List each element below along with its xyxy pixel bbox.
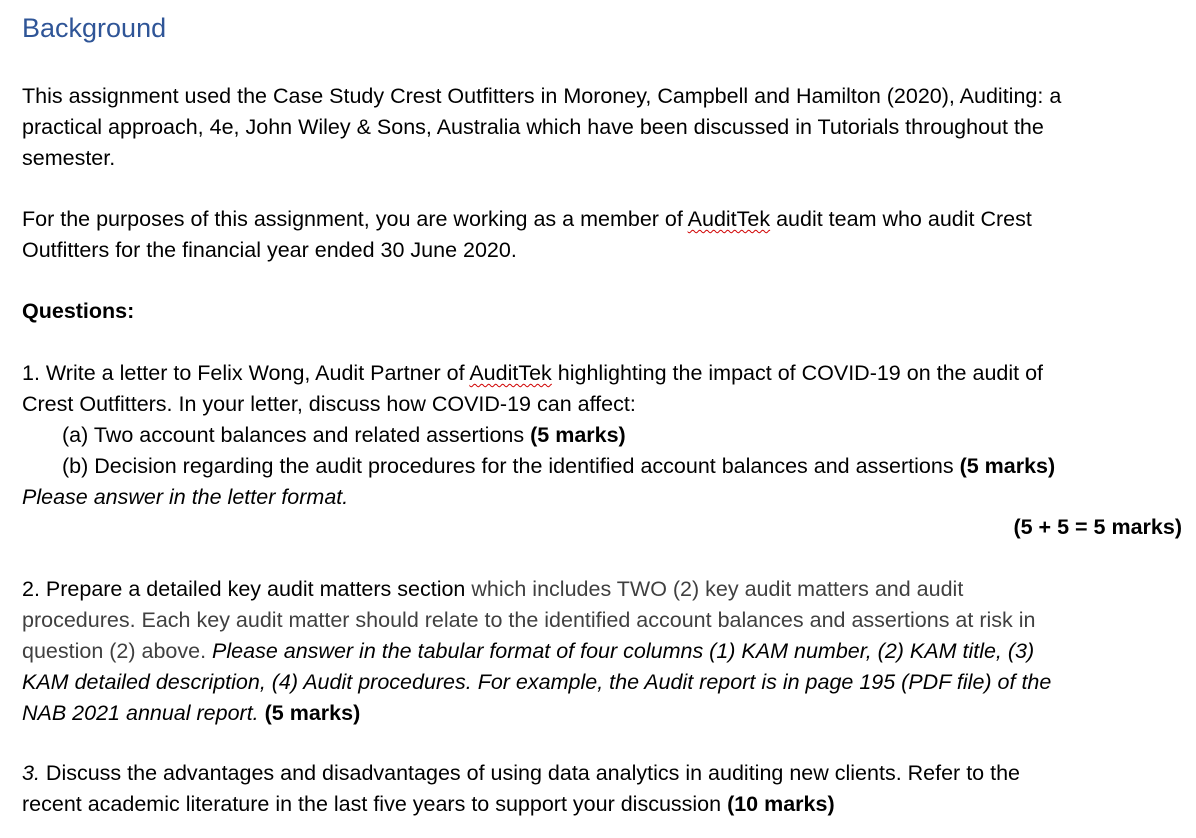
q3-text: Discuss the advantages and disadvantages of using data analytics in auditing new clients. Refer to the [39,761,1020,785]
purpose-paragraph [22,204,1032,266]
q2-text-grey: which includes TWO (2) key audit matters and audit [465,577,964,601]
q2-line-1 [22,574,1051,605]
q2-line-5 [22,698,1051,729]
background-line-2: practical approach, 4e, John Wiley & Sons, Australia which have been discussed in Tutorials throughout the [22,115,1044,139]
questions-label: Questions: [22,299,135,323]
question-2 [22,574,1051,729]
question-1 [22,358,1055,513]
firm-name-spellcheck[interactable]: AuditTek [469,361,552,385]
q2-line-5-italic: NAB 2021 annual report. [22,701,265,725]
q1-item-a-marks: (5 marks) [530,423,626,447]
q1-text-start: 1. Write a letter to Felix Wong, Audit Partner of [22,361,470,385]
background-line-1: This assignment used the Case Study Crest Outfitters in Moroney, Campbell and Hamilton (2020), Auditing: a [22,84,1062,108]
q1-item-a [22,420,1055,451]
question-3 [22,758,1020,820]
q1-text-end: highlighting the impact of COVID-19 on the audit of [551,361,1044,385]
q3-line-1 [22,758,1020,789]
q1-line-1 [22,358,1055,389]
q2-line-3-italic: Please answer in the tabular format of four columns (1) KAM number, (2) KAM title, (3) [212,639,1035,663]
q2-marks: (5 marks) [264,701,361,725]
purpose-text-start: For the purposes of this assignment, you are working as a member of [22,207,688,231]
q1-total-marks: (5 + 5 = 5 marks) [1013,515,1182,539]
q1-item-b [22,451,1055,482]
section-heading: Background [22,13,167,43]
q2-line-3 [22,636,1051,667]
q2-line-2: procedures. Each key audit matter should relate to the identified account balances and assertions at risk in [22,608,1036,632]
q1-item-a-text: (a) Two account balances and related assertions [62,423,531,447]
q1-instruction: Please answer in the letter format. [22,485,349,509]
purpose-line-1 [22,204,1032,235]
q3-marks: (10 marks) [727,792,835,816]
q1-line-2: Crest Outfitters. In your letter, discuss how COVID-19 can affect: [22,392,636,416]
background-line-3: semester. [22,146,116,170]
q3-number: 3. [22,761,40,785]
q3-line-2 [22,789,1020,820]
q2-text-start: 2. Prepare a detailed key audit matters section [22,577,466,601]
q2-line-3-grey: question (2) above. [22,639,213,663]
q1-item-b-marks: (5 marks) [959,454,1056,478]
q2-line-4: KAM detailed description, (4) Audit procedures. For example, the Audit report is in page 195 (PDF file) of the [22,670,1052,694]
q1-item-b-text: (b) Decision regarding the audit procedures for the identified account balances and assertions [62,454,960,478]
purpose-text-end: audit team who audit Crest [770,207,1032,231]
firm-name-spellcheck[interactable]: AuditTek [687,207,771,231]
background-paragraph [22,81,1061,174]
q3-line-2-text: recent academic literature in the last five years to support your discussion [22,792,728,816]
purpose-line-2: Outfitters for the financial year ended 30 June 2020. [22,238,517,262]
